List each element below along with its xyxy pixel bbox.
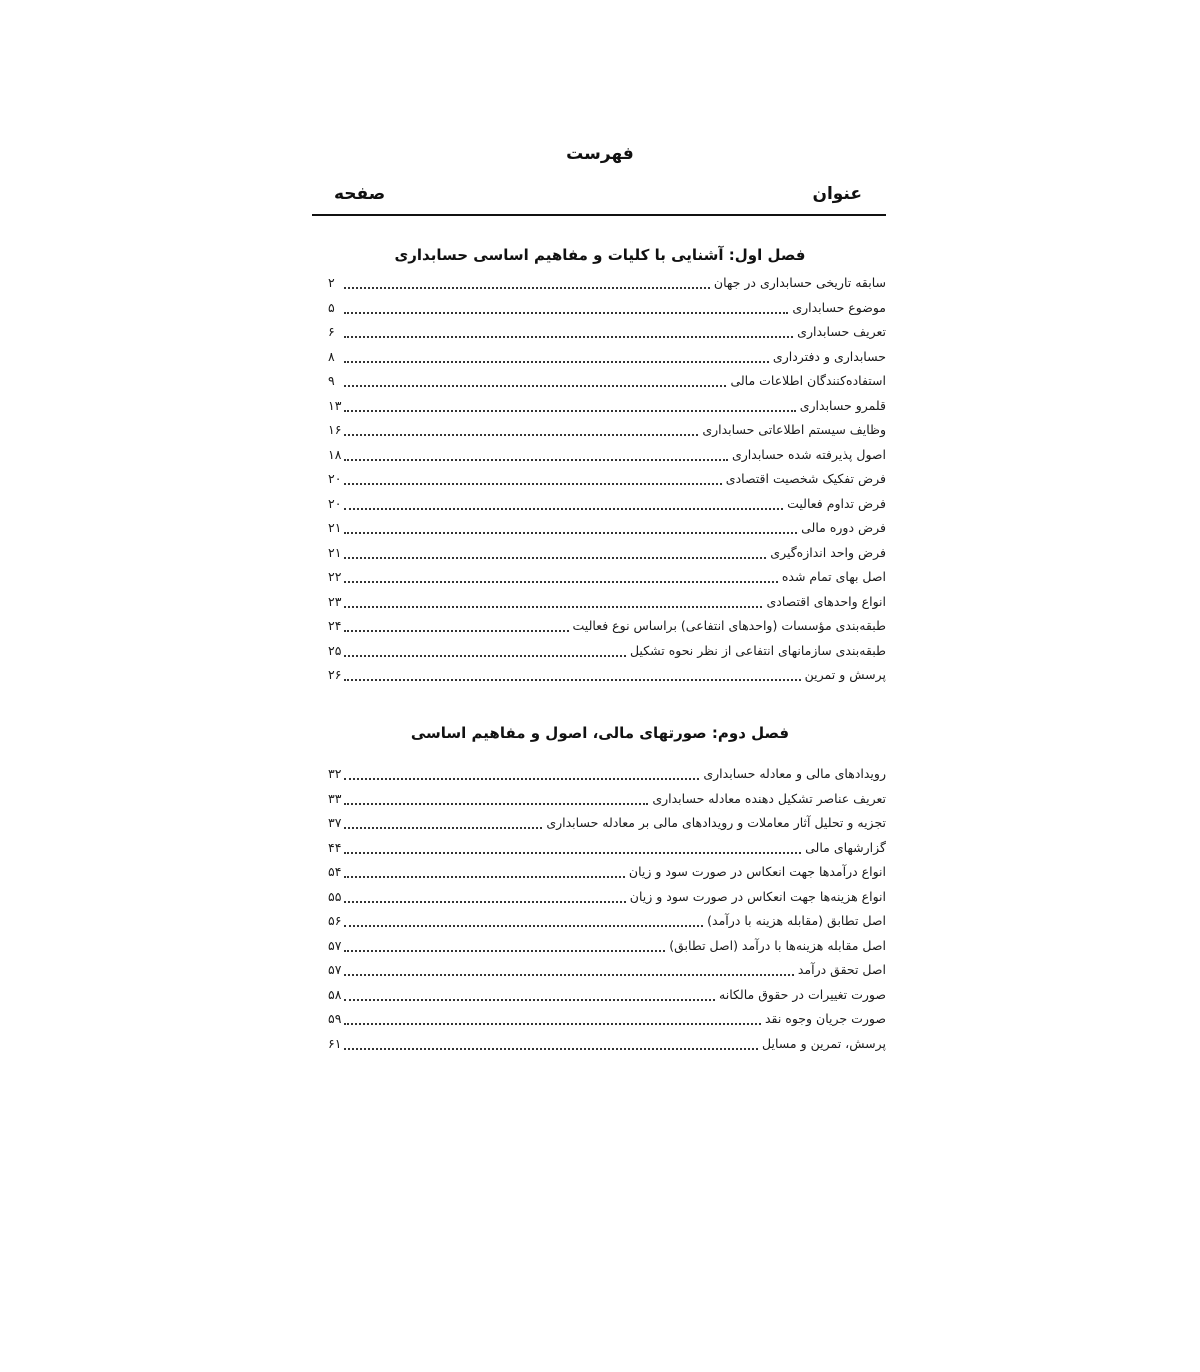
toc-entry-title: فرض دوره مالی [801, 520, 886, 535]
dot-leader [344, 434, 698, 436]
toc-entry-page: ۵۷ [328, 962, 342, 977]
toc-entry-page: ۶ [328, 324, 335, 339]
dot-leader [344, 385, 726, 387]
toc-entry-title: فرض واحد اندازه‌گیری [770, 544, 886, 560]
toc-entry-page: ۲۰ [328, 471, 342, 486]
chapter-2-title: فصل دوم: صورتهای مالی، اصول و مفاهیم اساسی [410, 724, 790, 742]
toc-entry-page: ۸ [328, 348, 335, 364]
toc-entry-title: تجزیه و تحلیل آثار معاملات و رویدادهای مالی بر معادله حسابداری [546, 815, 886, 830]
toc-entry [328, 1033, 886, 1058]
dot-leader [344, 410, 796, 412]
dot-leader [344, 508, 783, 510]
toc-entry-title: گزارشهای مالی [805, 839, 886, 855]
toc-entry-page: ۱۸ [328, 446, 342, 462]
toc-entry-title: سابقه تاریخی حسابداری در جهان [713, 275, 886, 290]
toc-entry [328, 861, 886, 886]
toc-entry [328, 419, 886, 444]
toc-entry [328, 517, 886, 542]
toc-entry-title: تعریف عناصر تشکیل دهنده معادله حسابداری [652, 790, 886, 806]
toc-entry [328, 640, 886, 665]
toc-entry [328, 297, 886, 322]
toc-entry-title: طبقه‌بندی سازمانهای انتفاعی از نظر نحوه تشکیل [629, 642, 886, 658]
toc-entry-title: صورت جریان وجوه نقد [764, 1011, 886, 1026]
toc-entry [328, 664, 886, 689]
toc-entry-title: تعریف حسابداری [797, 324, 886, 339]
dot-leader [344, 1048, 758, 1050]
toc-entry-title: موضوع حسابداری [792, 299, 886, 315]
page-title: فهرست [566, 144, 634, 164]
toc-entry [328, 395, 886, 420]
toc-entry-title: پرسش، تمرین و مسایل [762, 1035, 886, 1051]
toc-entry-page: ۶۱ [328, 1035, 342, 1051]
toc-entry [328, 788, 886, 813]
toc-entry-page: ۲۰ [328, 495, 342, 511]
toc-entry [328, 886, 886, 911]
toc-entry-page: ۵۹ [328, 1011, 342, 1026]
toc-entry [328, 346, 886, 371]
toc-entry-page: ۳۷ [328, 815, 342, 830]
dot-leader [344, 287, 710, 289]
dot-leader [344, 974, 794, 976]
toc-entry-page: ۲۱ [328, 520, 342, 535]
toc-entry [328, 566, 886, 591]
toc-entry-title: پرسش و تمرین [804, 667, 886, 682]
toc-entry-title: اصل تحقق درآمد [797, 962, 886, 977]
dot-leader [344, 655, 626, 657]
toc-entry-page: ۲۳ [328, 593, 342, 609]
toc-entry-title: اصول پذیرفته شده حسابداری [731, 446, 886, 462]
toc-entry-title: رویدادهای مالی و معادله حسابداری [703, 766, 886, 781]
toc-entry-title: انواع واحدهای اقتصادی [766, 593, 886, 609]
toc-entry [328, 959, 886, 984]
toc-entry-page: ۲۴ [328, 618, 342, 633]
dot-leader [344, 361, 769, 363]
toc-entry-page: ۲۶ [328, 667, 342, 682]
toc-entry [328, 321, 886, 346]
toc-entry [328, 910, 886, 935]
toc-entry-title: فرض تفکیک شخصیت اقتصادی [725, 471, 886, 486]
toc-entry-title: قلمرو حسابداری [799, 397, 886, 413]
toc-entry-title: اصل مقابله هزینه‌ها با درآمد (اصل تطابق) [669, 937, 886, 953]
dot-leader [344, 778, 699, 780]
toc-entry [328, 468, 886, 493]
dot-leader [344, 532, 797, 534]
toc-entry-page: ۵۴ [328, 864, 342, 879]
header-divider [312, 214, 886, 216]
toc-entry-page: ۵۷ [328, 937, 342, 953]
dot-leader [344, 999, 715, 1001]
toc-entry-page: ۵۵ [328, 888, 342, 904]
toc-entry-page: ۲۲ [328, 569, 342, 584]
toc-entry [328, 542, 886, 567]
dot-leader [344, 336, 793, 338]
toc-entry [328, 837, 886, 862]
dot-leader [344, 1023, 761, 1025]
dot-leader [344, 827, 542, 829]
toc-entry-title: وظایف سیستم اطلاعاتی حسابداری [702, 422, 886, 437]
toc-entry-title: اصل تطابق (مقابله هزینه با درآمد) [707, 913, 886, 928]
toc-entry-title: انواع هزینه‌ها جهت انعکاس در صورت سود و زیان [629, 888, 886, 904]
toc-entry [328, 763, 886, 788]
toc-entry-page: ۹ [328, 373, 335, 388]
toc-entry-page: ۲۱ [328, 544, 342, 560]
toc-entry-title: طبقه‌بندی مؤسسات (واحدهای انتفاعی) براساس نوع فعالیت [572, 618, 886, 633]
toc-entry-title: صورت تغییرات در حقوق مالکانه [719, 986, 886, 1002]
toc-entry-title: انواع درآمدها جهت انعکاس در صورت سود و زیان [628, 864, 886, 879]
dot-leader [344, 459, 728, 461]
dot-leader [344, 581, 778, 583]
toc-entry-title: حسابداری و دفترداری [772, 348, 886, 364]
toc-entry [328, 370, 886, 395]
column-page-heading: صفحه [334, 184, 386, 204]
toc-entry [328, 272, 886, 297]
toc-entry-page: ۵۶ [328, 913, 342, 928]
toc-entry-page: ۲ [328, 275, 335, 290]
toc-entry-page: ۱۳ [328, 397, 342, 413]
toc-entry-title: فرض تداوم فعالیت [787, 495, 886, 511]
dot-leader [344, 312, 788, 314]
toc-entry-title: اصل بهای تمام شده [781, 569, 886, 584]
toc-entry [328, 591, 886, 616]
toc-entry-page: ۳۳ [328, 790, 342, 806]
toc-entry-page: ۲۵ [328, 642, 342, 658]
column-title-heading: عنوان [812, 184, 862, 204]
dot-leader [344, 852, 801, 854]
toc-entry-page: ۱۶ [328, 422, 342, 437]
toc-entry-page: ۵۸ [328, 986, 342, 1002]
dot-leader [344, 925, 703, 927]
dot-leader [344, 557, 766, 559]
dot-leader [344, 606, 762, 608]
toc-entry [328, 444, 886, 469]
dot-leader [344, 679, 801, 681]
toc-entry-page: ۵ [328, 299, 335, 315]
dot-leader [344, 483, 722, 485]
chapter-1-title: فصل اول: آشنایی با کلیات و مفاهیم اساسی حسابداری [394, 246, 806, 264]
dot-leader [344, 901, 626, 903]
toc-entry [328, 812, 886, 837]
toc-entry [328, 1008, 886, 1033]
toc-entry [328, 935, 886, 960]
dot-leader [344, 803, 648, 805]
dot-leader [344, 950, 665, 952]
toc-entry [328, 493, 886, 518]
toc-entry-page: ۴۴ [328, 839, 342, 855]
toc-entry-title: استفاده‌کنندگان اطلاعات مالی [730, 373, 886, 388]
toc-entry [328, 615, 886, 640]
toc-entry-page: ۳۲ [328, 766, 342, 781]
toc-entry [328, 984, 886, 1009]
dot-leader [344, 630, 569, 632]
dot-leader [344, 876, 625, 878]
